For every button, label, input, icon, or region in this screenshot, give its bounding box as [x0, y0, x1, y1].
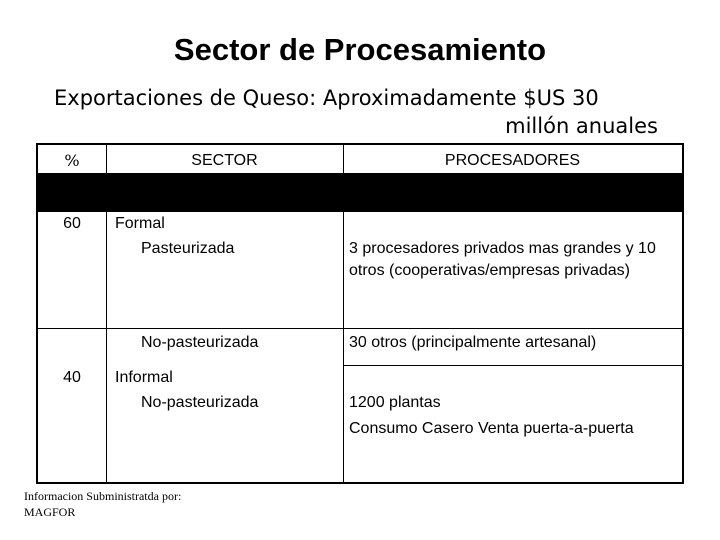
- header-processors: PROCESADORES: [444, 152, 581, 169]
- formal-sector-label: Formal: [115, 215, 165, 232]
- source-note: [24, 488, 181, 520]
- formal-pasteurized-processors: 3 procesadores privados mas grandes y 10 otros (cooperativas/empresas privadas): [349, 240, 656, 279]
- subtitle-line-2: millón anuales: [505, 114, 658, 138]
- informal-processors-line-2: Consumo Casero Venta puerta-a-puerta: [349, 420, 634, 437]
- header-sector: SECTOR: [191, 152, 258, 169]
- header-percent: %: [64, 151, 80, 170]
- formal-nonpasteurized-label: No-pasteurizada: [141, 334, 259, 351]
- header-black-bar: [38, 173, 682, 211]
- formal-nonpasteurized-processors: 30 otros (principalmente artesanal): [349, 334, 597, 351]
- page-title: Sector de Procesamiento: [173, 32, 547, 67]
- row-divider-header: [38, 211, 682, 212]
- row-divider-pasteurized: [343, 365, 682, 366]
- source-note-line-1: Informacion Subministratda por:: [24, 489, 182, 503]
- informal-processors-line-1: 1200 plantas: [349, 394, 441, 411]
- informal-sector-label: Informal: [115, 369, 173, 386]
- row-divider-formal-informal: [38, 328, 682, 329]
- source-note-line-2: MAGFOR: [24, 505, 76, 519]
- informal-percent: 40: [63, 369, 81, 386]
- processing-table: [36, 143, 684, 484]
- subtitle: [40, 84, 680, 140]
- formal-pasteurized-label: Pasteurizada: [141, 240, 235, 257]
- subtitle-line-1: Exportaciones de Queso: Aproximadamente $US 30: [54, 86, 599, 110]
- formal-percent: 60: [63, 215, 81, 232]
- informal-nonpasteurized-label: No-pasteurizada: [141, 394, 259, 411]
